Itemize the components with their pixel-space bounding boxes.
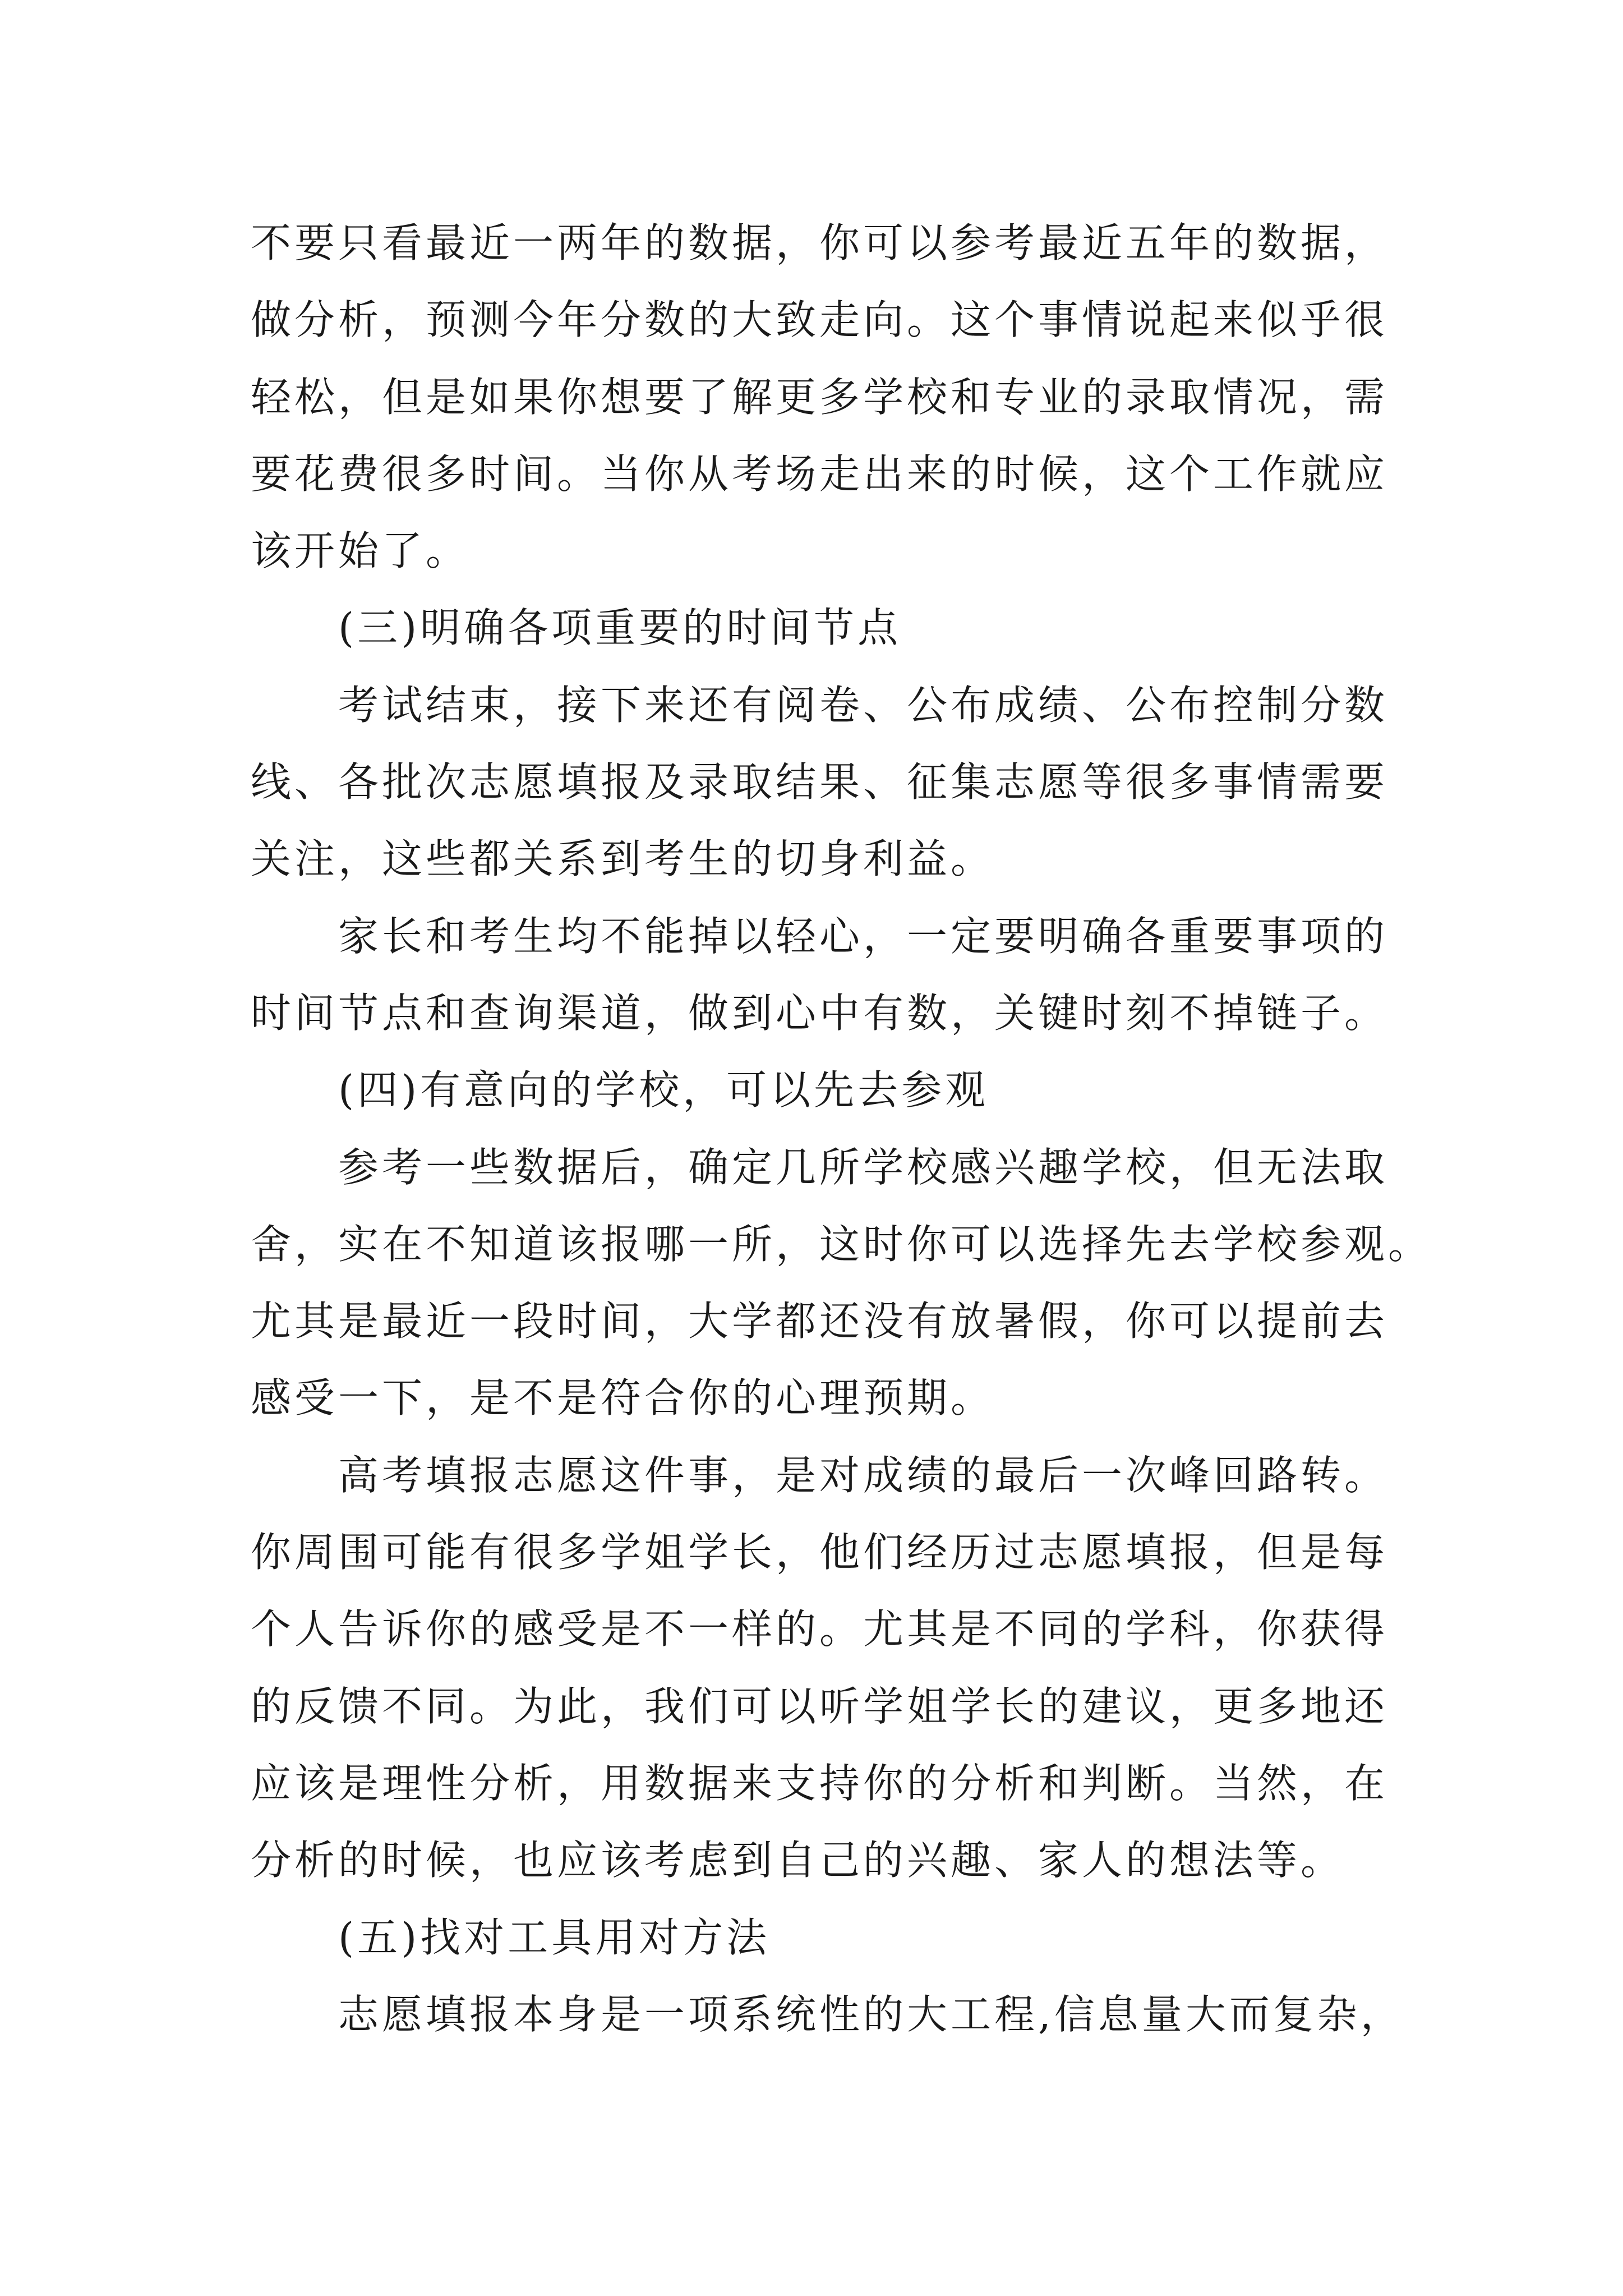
- section-heading-3: (三)明确各项重要的时间节点: [338, 604, 902, 652]
- paragraph-line: 个人告诉你的感受是不一样的。尤其是不同的学科，你获得: [251, 1605, 1389, 1653]
- paragraph-line: 线、各批次志愿填报及录取结果、征集志愿等很多事情需要: [251, 758, 1389, 806]
- paragraph-line: 关注，这些都关系到考生的切身利益。: [251, 835, 995, 883]
- paragraph-line: 要花费很多时间。当你从考场走出来的时候，这个工作就应: [251, 450, 1389, 498]
- paragraph-2: [251, 667, 1484, 898]
- paragraph-line: 参考一些数据后，确定几所学校感兴趣学校，但无法取: [338, 1143, 1389, 1191]
- paragraph-line: 的反馈不同。为此，我们可以听学姐学长的建议，更多地还: [251, 1682, 1389, 1730]
- paragraph-6: [251, 1976, 1484, 2053]
- paragraph-line: 家长和考生均不能掉以轻心，一定要明确各重要事项的: [338, 912, 1389, 960]
- paragraph-1: [251, 205, 1484, 590]
- section-heading-5: (五)找对工具用对方法: [338, 1913, 771, 1961]
- section-heading-4: (四)有意向的学校，可以先去参观: [338, 1066, 989, 1114]
- paragraph-line: 高考填报志愿这件事，是对成绩的最后一次峰回路转。: [338, 1451, 1389, 1499]
- paragraph-line: 分析的时候，也应该考虑到自己的兴趣、家人的想法等。: [251, 1837, 1345, 1884]
- paragraph-line: 不要只看最近一两年的数据，你可以参考最近五年的数据，: [251, 219, 1389, 266]
- paragraph-5: [251, 1437, 1484, 1899]
- paragraph-line: 你周围可能有很多学姐学长，他们经历过志愿填报，但是每: [251, 1529, 1389, 1576]
- paragraph-line: 时间节点和查询渠道，做到心中有数，关键时刻不掉链子。: [251, 989, 1389, 1037]
- paragraph-line: 志愿填报本身是一项系统性的大工程,信息量大而复杂，: [338, 1990, 1404, 2038]
- paragraph-line: 应该是理性分析，用数据来支持你的分析和判断。当然，在: [251, 1759, 1389, 1807]
- paragraph-line: 轻松，但是如果你想要了解更多学校和专业的录取情况，需: [251, 373, 1389, 421]
- paragraph-line: 做分析，预测今年分数的大致走向。这个事情说起来似乎很: [251, 296, 1389, 344]
- paragraph-line: 舍，实在不知道该报哪一所，这时你可以选择先去学校参观。: [251, 1220, 1432, 1268]
- paragraph-line: 该开始了。: [251, 527, 470, 575]
- paragraph-line: 考试结束，接下来还有阅卷、公布成绩、公布控制分数: [338, 681, 1389, 729]
- paragraph-4: [251, 1129, 1484, 1437]
- paragraph-line: 感受一下，是不是符合你的心理预期。: [251, 1374, 995, 1422]
- paragraph-line: 尤其是最近一段时间，大学都还没有放暑假，你可以提前去: [251, 1297, 1389, 1345]
- document-body: [251, 205, 1484, 2053]
- paragraph-3: [251, 898, 1484, 1052]
